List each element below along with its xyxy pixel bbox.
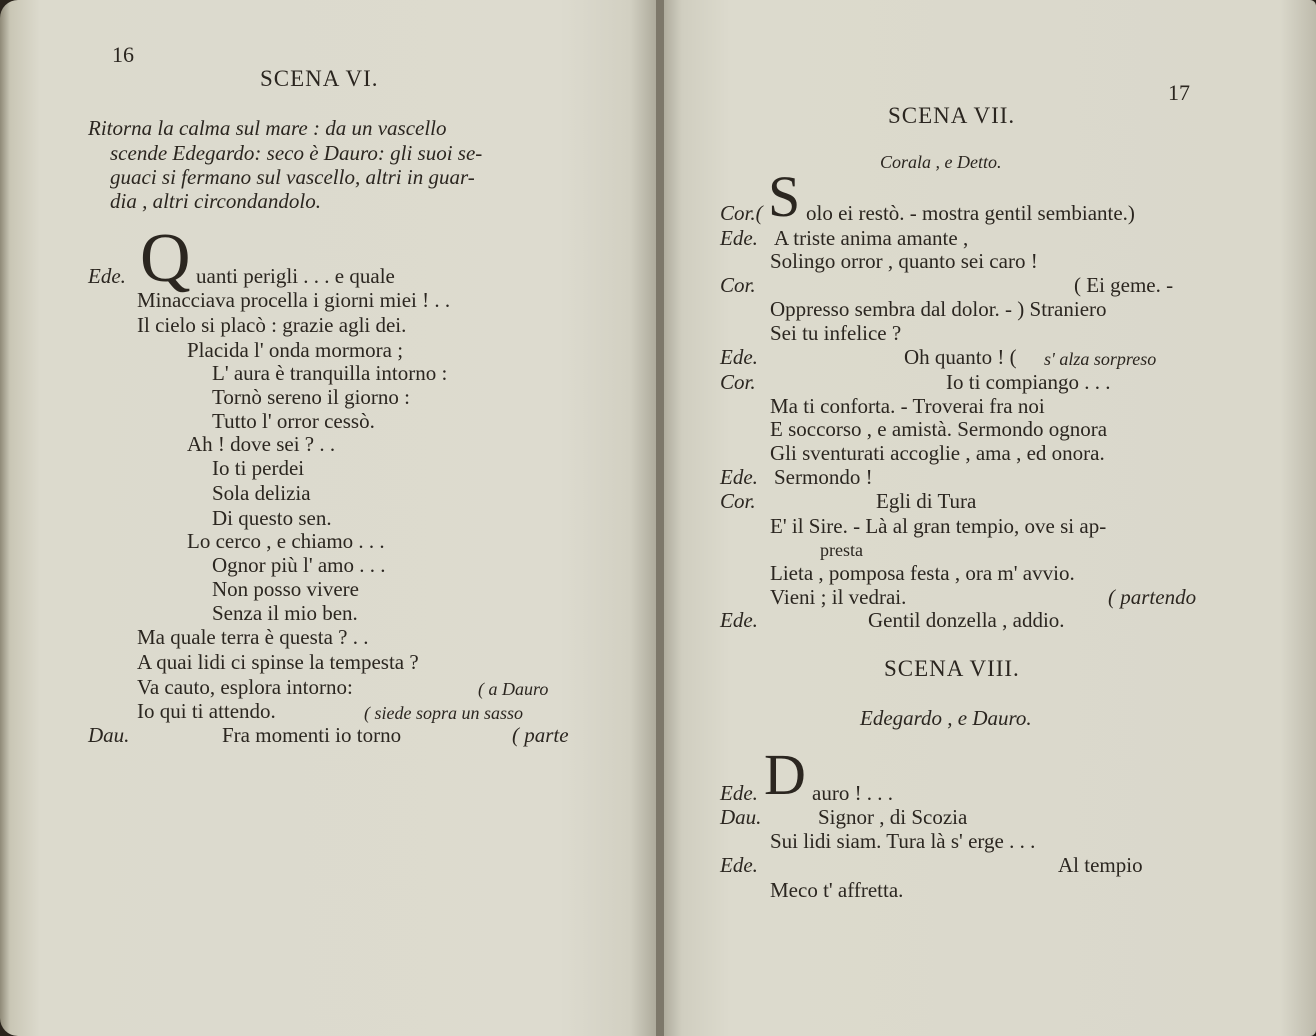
verse-line: Placida l' onda mormora ; bbox=[187, 338, 404, 362]
speaker-label: Ede. bbox=[720, 781, 758, 805]
speaker-label: Dau. bbox=[88, 723, 130, 747]
stage-note: ( siede sopra un sasso bbox=[364, 703, 524, 723]
verse-line: Ognor più l' amo . . . bbox=[212, 553, 386, 577]
verse-line: Solingo orror , quanto sei caro ! bbox=[770, 249, 1038, 273]
verse-line: presta bbox=[820, 540, 863, 560]
verse-line: Sola delizia bbox=[212, 481, 311, 505]
speaker-label: Dau. bbox=[720, 805, 762, 829]
verse-line: Io qui ti attendo. bbox=[137, 699, 276, 723]
stage-direction: Edegardo , e Dauro. bbox=[860, 706, 1032, 730]
stage-direction: Corala , e Detto. bbox=[880, 152, 1002, 172]
scene-title: SCENA VIII. bbox=[884, 656, 1020, 681]
scene-title: SCENA VI. bbox=[260, 66, 379, 91]
stage-note: ( parte bbox=[512, 723, 569, 747]
verse-line: ( Ei geme. - bbox=[1074, 273, 1174, 297]
drop-cap: Q bbox=[140, 220, 191, 297]
verse-line: Va cauto, esplora intorno: bbox=[137, 675, 353, 699]
verse-line: Lo cerco , e chiamo . . . bbox=[187, 529, 385, 553]
speaker-label: Ede. bbox=[88, 264, 126, 288]
verse-line: Signor , di Scozia bbox=[818, 805, 968, 829]
verse-line: E soccorso , e amistà. Sermondo ognora bbox=[770, 417, 1108, 441]
book-gutter bbox=[656, 0, 664, 1036]
drop-cap: D bbox=[764, 742, 806, 807]
drop-cap: S bbox=[768, 164, 801, 229]
stage-note: ( partendo bbox=[1108, 585, 1197, 609]
stage-direction-line: guaci si fermano sul vascello, altri in guar- bbox=[110, 165, 475, 189]
verse-line: Ma quale terra è questa ? . . bbox=[137, 625, 369, 649]
verse-line: A quai lidi ci spinse la tempesta ? bbox=[137, 650, 419, 674]
speaker-label: Ede. bbox=[720, 853, 758, 877]
verse-line: Meco t' affretta. bbox=[770, 878, 904, 902]
verse-line: Io ti compiango . . . bbox=[946, 370, 1111, 394]
verse-line: Senza il mio ben. bbox=[212, 601, 358, 625]
stage-note: ( a Dauro bbox=[478, 679, 549, 699]
verse-line: Oh quanto ! ( bbox=[904, 345, 1017, 369]
verse-line: Non posso vivere bbox=[212, 577, 359, 601]
speaker-label: Ede. bbox=[720, 465, 758, 489]
verse-line: auro ! . . . bbox=[812, 781, 894, 805]
verse-line: Oppresso sembra dal dolor. - ) Straniero bbox=[770, 297, 1107, 321]
verse-line: Ma ti conforta. - Troverai fra noi bbox=[770, 394, 1045, 418]
speaker-label: Ede. bbox=[720, 226, 758, 250]
verse-line: Fra momenti io torno bbox=[222, 723, 402, 747]
stage-direction-line: scende Edegardo: seco è Dauro: gli suoi se- bbox=[110, 141, 483, 165]
speaker-label: Cor. bbox=[720, 273, 756, 297]
verse-line: A triste anima amante , bbox=[774, 226, 969, 250]
verse-line: Ah ! dove sei ? . . bbox=[187, 432, 336, 456]
right-page bbox=[660, 0, 1316, 1036]
verse-line: Vieni ; il vedrai. bbox=[770, 585, 907, 609]
page-number: 16 bbox=[112, 42, 134, 67]
scene-title: SCENA VII. bbox=[888, 103, 1016, 128]
verse-line: E' il Sire. - Là al gran tempio, ove si ap- bbox=[770, 514, 1107, 538]
speaker-label: Cor.( bbox=[720, 201, 763, 225]
verse-line: Sui lidi siam. Tura là s' erge . . . bbox=[770, 829, 1036, 853]
verse-line: Minacciava procella i giorni miei ! . . bbox=[137, 288, 451, 312]
verse-line: Sei tu infelice ? bbox=[770, 321, 902, 345]
verse-line: Tornò sereno il giorno : bbox=[212, 385, 410, 409]
verse-line: L' aura è tranquilla intorno : bbox=[212, 361, 448, 385]
stage-direction-line: dia , altri circondandolo. bbox=[110, 189, 321, 213]
verse-line: Gli sventurati accoglie , ama , ed onora. bbox=[770, 441, 1105, 465]
verse-line: Sermondo ! bbox=[774, 465, 873, 489]
speaker-label: Cor. bbox=[720, 489, 756, 513]
verse-line: uanti perigli . . . e quale bbox=[196, 264, 395, 288]
verse-line: Di questo sen. bbox=[212, 506, 332, 530]
verse-line: olo ei restò. - mostra gentil sembiante.) bbox=[806, 201, 1135, 225]
speaker-label: Ede. bbox=[720, 345, 758, 369]
stage-note: s' alza sorpreso bbox=[1044, 349, 1157, 369]
verse-line: Io ti perdei bbox=[212, 456, 305, 480]
verse-line: Egli di Tura bbox=[876, 489, 977, 513]
verse-line: Il cielo si placò : grazie agli dei. bbox=[137, 313, 407, 337]
speaker-label: Cor. bbox=[720, 370, 756, 394]
verse-line: Gentil donzella , addio. bbox=[868, 608, 1065, 632]
verse-line: Tutto l' orror cessò. bbox=[212, 409, 375, 433]
verse-line: Lieta , pomposa festa , ora m' avvio. bbox=[770, 561, 1075, 585]
speaker-label: Ede. bbox=[720, 608, 758, 632]
page-number: 17 bbox=[1168, 80, 1190, 105]
verse-line: Al tempio bbox=[1058, 853, 1143, 877]
stage-direction-line: Ritorna la calma sul mare : da un vascello bbox=[88, 116, 447, 140]
